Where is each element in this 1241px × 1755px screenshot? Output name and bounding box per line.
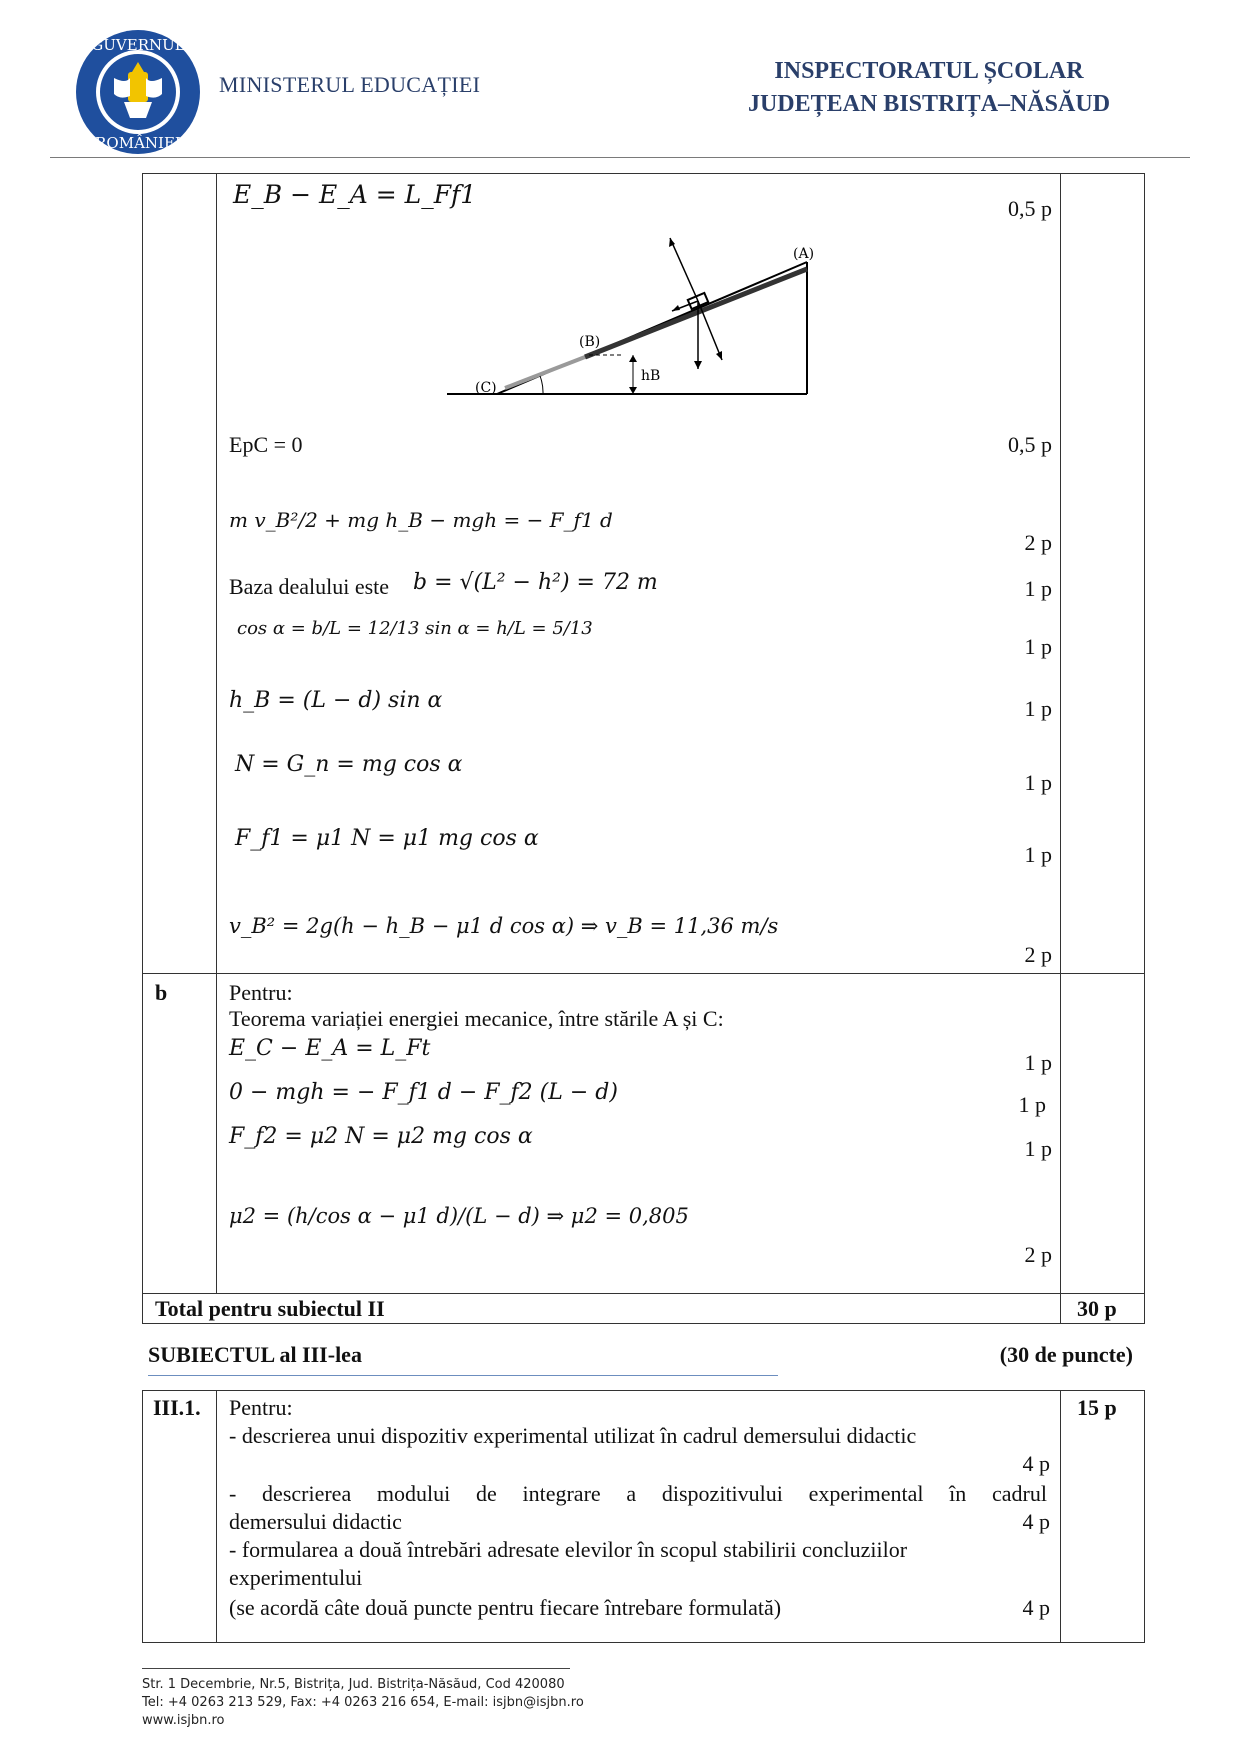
section-iii-heading [148,1342,1133,1368]
points-mu2: 2 p [1024,1242,1052,1267]
iii1-score-cell [1061,1391,1145,1643]
label-height-hb: hB [641,368,661,384]
points-work-balance: 1 p [1018,1092,1046,1117]
row-b-intro: Pentru: [229,980,293,1005]
eq-hb: h_B = (L − d) sin α [229,688,443,713]
eq-energy-balance: m v_B²/2 + mg h_B − mgh = − F_f1 d [229,508,613,532]
row-a-content-cell [217,174,1061,974]
eq-base: b = √(L² − h²) = 72 m [413,570,658,595]
seal-bottom-text: ROMÂNIEI [95,134,181,152]
eq-velocity-b: v_B² = 2g(h − h_B − μ1 d cos α) ⇒ v_B = 11,36 m/s [229,914,779,938]
eq-friction-1: F_f1 = μ1 N = μ1 mg cos α [235,826,539,851]
points-trig: 1 p [1024,634,1052,659]
eq-eb-ea: E_B − E_A = L_Ff1 [233,180,477,209]
iii1-label-cell [143,1391,217,1643]
header-divider [50,157,1190,158]
inclined-plane-figure [445,214,845,414]
points-friction-1: 1 p [1024,842,1052,867]
iii1-item-2-points: 4 p [1022,1509,1050,1534]
iii1-points: 15 p [1077,1395,1117,1420]
government-seal-logo [74,28,202,156]
total-score-cell [1061,1294,1145,1324]
iii1-item-2: - descrierea modului de integrare a dispozitivului experimental în cadrul [229,1481,1047,1506]
row-b-score-cell [1061,974,1145,1294]
points-eq-eb-ea: 0,5 p [1008,196,1052,221]
grading-table-subject-ii [142,173,1145,1324]
footer [142,1676,584,1730]
iii1-item-3-cont: experimentului [229,1565,363,1590]
footer-divider [142,1668,570,1669]
points-potential-energy-c: 0,5 p [1008,432,1052,457]
section-iii-underline [148,1375,778,1376]
label-point-a: (A) [793,246,815,262]
iii1-item-1-points: 4 p [1022,1451,1050,1476]
base-text: Baza dealului este [229,574,390,599]
section-iii-points: (30 de puncte) [999,1342,1133,1367]
total-label: Total pentru subiectul II [155,1296,385,1321]
eq-mu2: μ2 = (h/cos α − μ1 d)/(L − d) ⇒ μ2 = 0,805 [229,1204,689,1228]
eq-trig: cos α = b/L = 12/13 sin α = h/L = 5/13 [237,618,593,639]
iii1-item-3-note: (se acordă câte două puncte pentru fiecare întrebare formulată) [229,1595,782,1620]
grading-table-subject-iii [142,1390,1145,1643]
potential-energy-c: EpC = 0 [229,432,303,457]
footer-contact: Tel: +4 0263 213 529, Fax: +4 0263 216 654, E-mail: isjbn@isjbn.ro [142,1695,584,1710]
footer-address: Str. 1 Decembrie, Nr.5, Bistrița, Jud. Bistrița-Năsăud, Cod 420080 [142,1677,565,1692]
points-energy-balance: 2 p [1024,530,1052,555]
label-point-b: (B) [579,334,601,350]
points-ec-ea: 1 p [1024,1050,1052,1075]
total-points: 30 p [1077,1296,1117,1321]
points-hb: 1 p [1024,696,1052,721]
seal-top-text: GUVERNUL [91,36,185,54]
inspectorate-name [709,55,1149,121]
points-friction-2: 1 p [1024,1136,1052,1161]
iii1-intro: Pentru: [229,1395,293,1420]
points-velocity-b: 2 p [1024,942,1052,967]
eq-normal: N = G_n = mg cos α [235,752,463,777]
iii1-item-3-points: 4 p [1022,1595,1050,1620]
footer-website: www.isjbn.ro [142,1713,225,1728]
row-a-score-cell [1061,174,1145,974]
eq-ec-ea: E_C − E_A = L_Ft [229,1036,431,1061]
iii1-item-2-cont: demersului didactic [229,1509,402,1534]
points-normal: 1 p [1024,770,1052,795]
row-a-label-cell [143,174,217,974]
label-point-c: (C) [475,380,497,396]
inspectorate-line-1: INSPECTORATUL ȘCOLAR [774,58,1084,84]
row-b-label-cell [143,974,217,1294]
iii1-label: III.1. [153,1395,201,1420]
row-b-content-cell [217,974,1061,1294]
points-base: 1 p [1024,576,1052,601]
iii1-item-1: - descrierea unui dispozitiv experimental utilizat în cadrul demersului didactic [229,1423,917,1448]
section-iii-title: SUBIECTUL al III-lea [148,1342,362,1367]
ministry-name: MINISTERUL EDUCAȚIEI [219,72,481,97]
iii1-content-cell [217,1391,1061,1643]
eq-friction-2: F_f2 = μ2 N = μ2 mg cos α [229,1124,533,1149]
row-b-theorem: Teorema variației energiei mecanice, între stările A și C: [229,1006,724,1031]
inspectorate-line-2: JUDEȚEAN BISTRIȚA–NĂSĂUD [747,91,1111,117]
total-label-cell [143,1294,1061,1324]
row-b-label: b [155,980,168,1005]
eq-work-balance: 0 − mgh = − F_f1 d − F_f2 (L − d) [229,1080,618,1105]
iii1-item-3: - formularea a două întrebări adresate elevilor în scopul stabilirii concluziilor [229,1537,908,1562]
